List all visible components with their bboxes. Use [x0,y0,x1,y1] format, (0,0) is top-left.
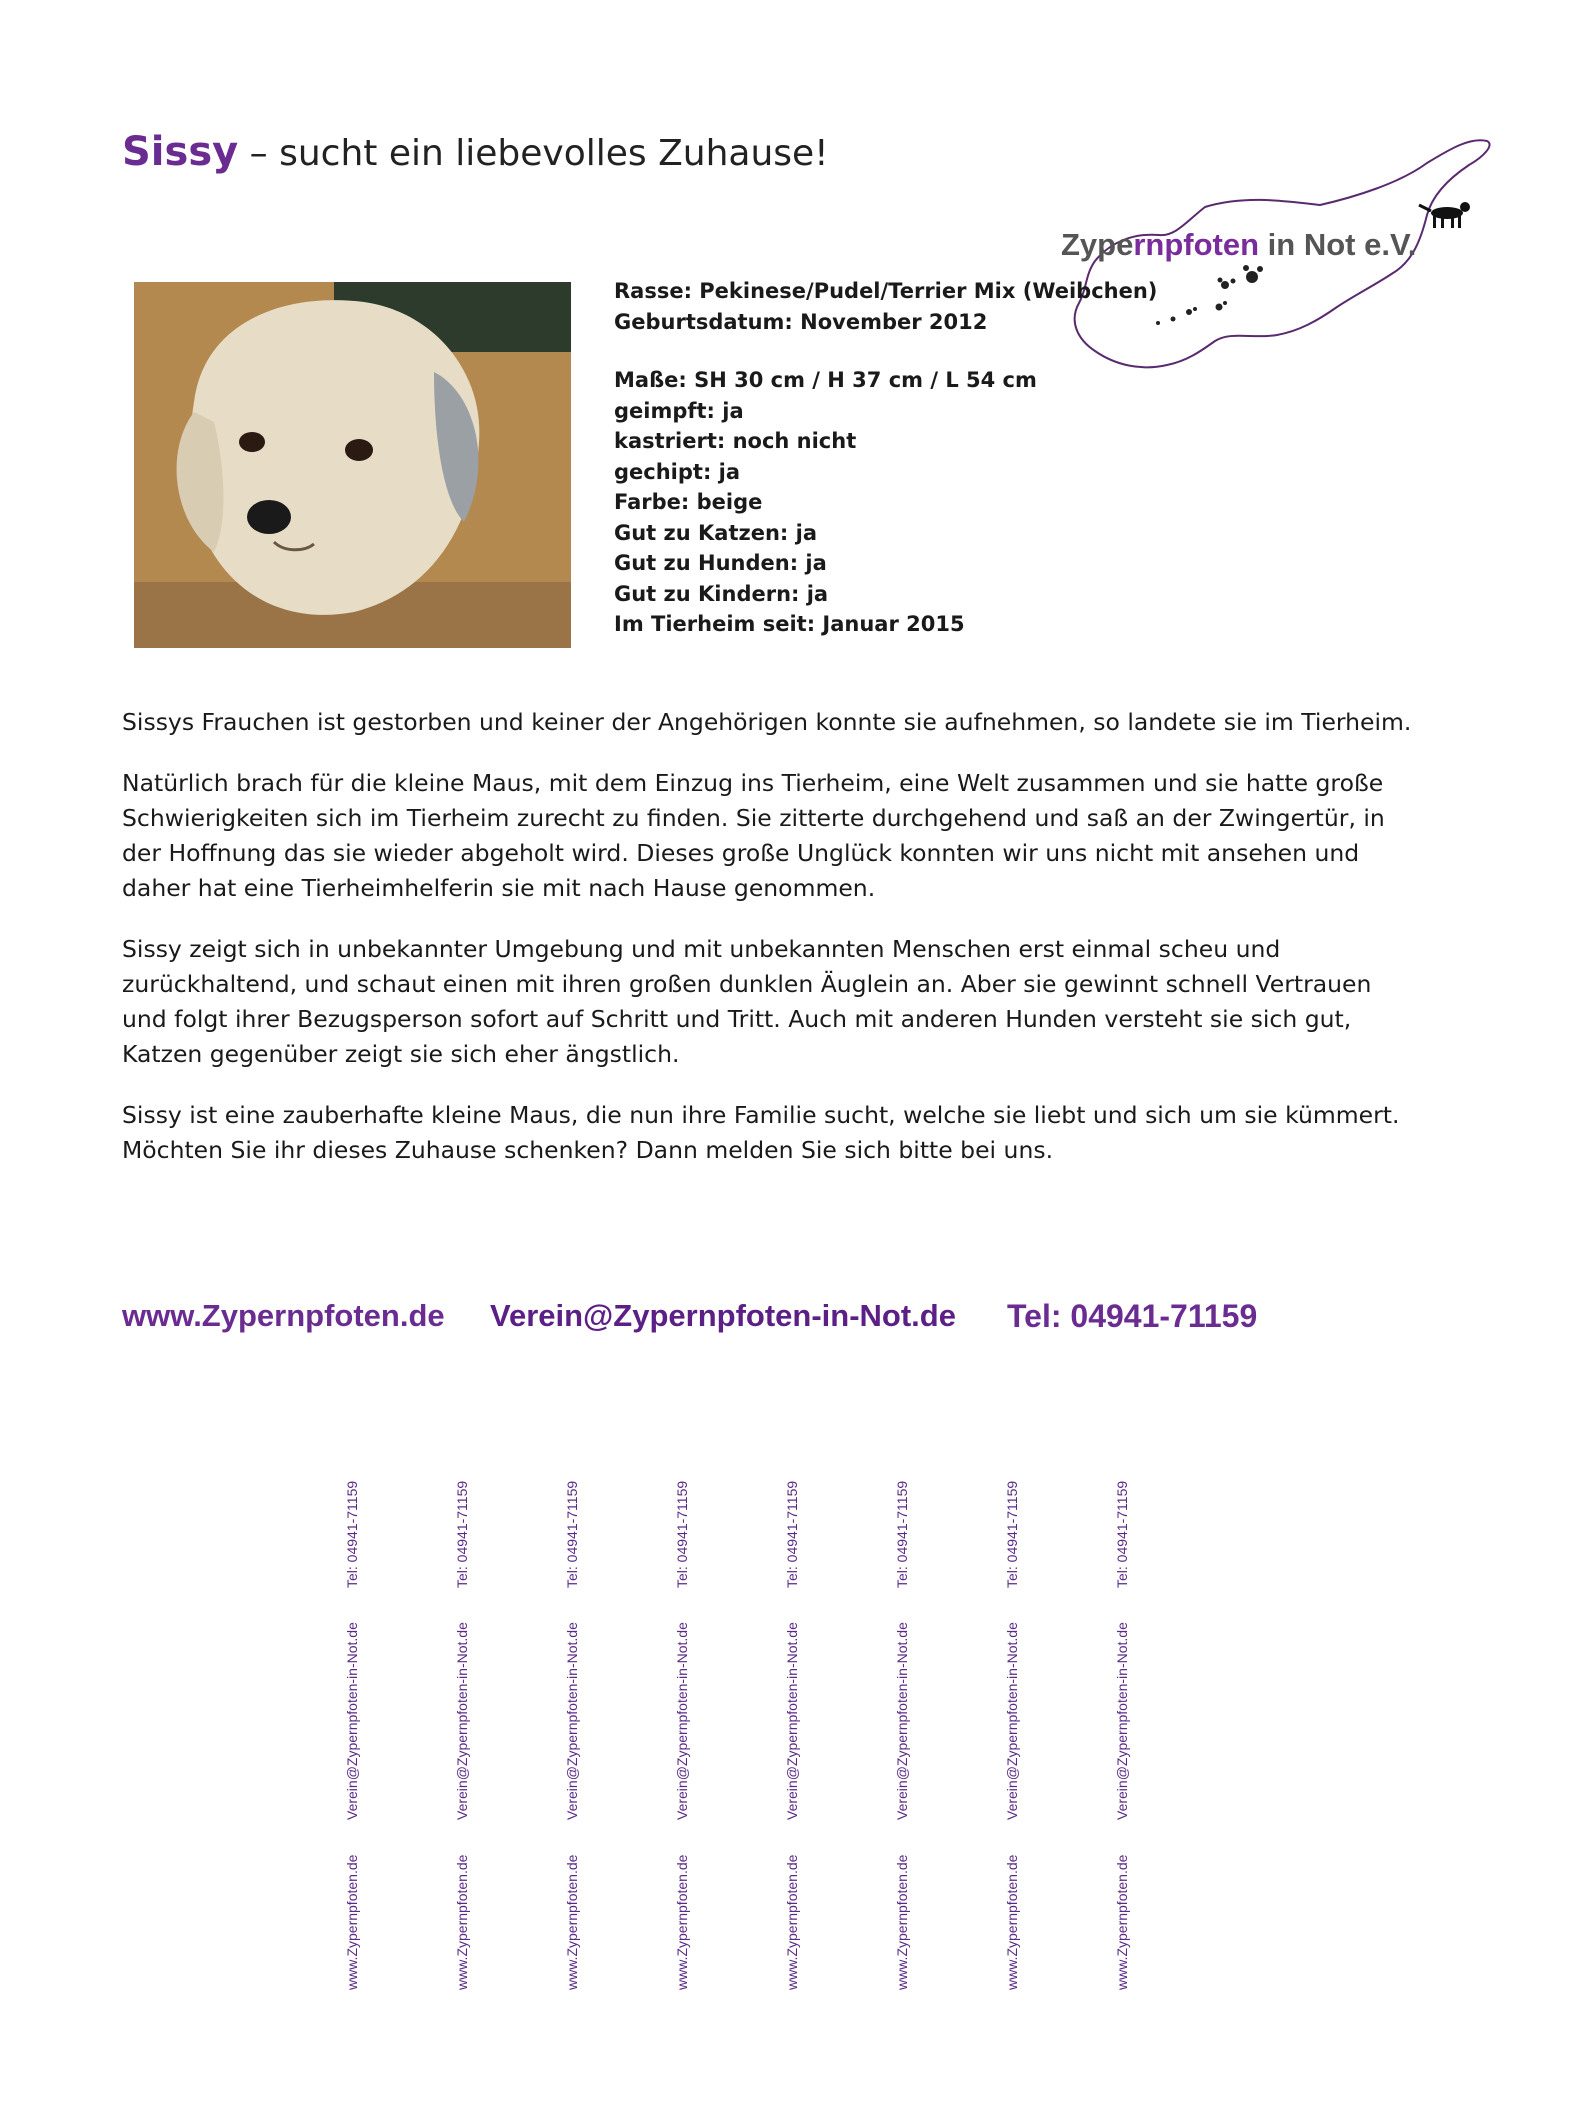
tearoff-website: www.Zypernpfoten.de [454,1854,470,1990]
fact-sheet [614,276,1158,640]
tearoff-phone: Tel: 04941-71159 [674,1480,690,1588]
tearoff-website: www.Zypernpfoten.de [894,1854,910,1990]
fact-children: Gut zu Kindern: ja [614,581,829,606]
fact-dogs: Gut zu Hunden: ja [614,551,827,575]
email-link[interactable]: Verein@Zypernpfoten-in-Not.de [490,1298,956,1333]
page-title [122,128,829,178]
tearoff-website: www.Zypernpfoten.de [1114,1854,1130,1990]
tearoff-strip[interactable] [1114,1470,1148,1990]
tearoff-strip[interactable] [344,1470,378,1990]
description [122,705,1412,1194]
tearoff-strip[interactable] [454,1470,488,1990]
fact-cats: Gut zu Katzen: ja [614,520,817,545]
website-link[interactable]: www.Zypernpfoten.de [122,1298,445,1333]
title-tagline: – sucht ein liebevolles Zuhause! [238,133,829,174]
paw-prints-icon [1156,265,1263,325]
tearoff-phone: Tel: 04941-71159 [1114,1480,1130,1588]
tearoff-website: www.Zypernpfoten.de [344,1854,360,1990]
dog-name: Sissy [122,129,239,175]
tearoff-strip[interactable] [1004,1470,1038,1990]
tearoff-website: www.Zypernpfoten.de [784,1854,800,1990]
paragraph: Sissys Frauchen ist gestorben und keiner der Angehörigen konnte sie aufnehmen, so landete sie im Tierheim. [122,708,1412,736]
fact-birthdate: Geburtsdatum: November 2012 [614,309,988,334]
tearoff-email: Verein@Zypernpfoten-in-Not.de [1114,1622,1130,1820]
fact-measurements: Maße: SH 30 cm / H 37 cm / L 54 cm [614,368,1037,392]
fact-breed: Rasse: Pekinese/Pudel/Terrier Mix (Weibchen) [614,279,1158,303]
fact-spacer [614,337,1049,365]
svg-text:Zypernpfoten in Not e.V.: Zypernpfoten in Not e.V. [1061,227,1417,262]
tearoff-strip[interactable] [674,1470,708,1990]
tearoff-website: www.Zypernpfoten.de [564,1854,580,1990]
paragraph: Natürlich brach für die kleine Maus, mit dem Einzug ins Tierheim, eine Welt zusammen und sie hatte große Schwierigkeiten sich im Tierheim zurecht zu finden. Sie zitterte durchgehend und saß an der Zwingertür, in der Hoffnung das sie wieder abgeholt wird. Dieses große Unglück konnten wir uns nicht mit ansehen und daher hat eine Tierheimhelferin sie mit nach Hause genommen. [122,769,1385,902]
dog-photo [134,282,571,648]
tearoff-email: Verein@Zypernpfoten-in-Not.de [454,1622,470,1820]
fact-vaccinated: geimpft: ja [614,398,744,423]
fact-chipped: gechipt: ja [614,459,741,484]
tearoff-phone: Tel: 04941-71159 [784,1480,800,1588]
tearoff-email: Verein@Zypernpfoten-in-Not.de [894,1622,910,1820]
fact-neutered: kastriert: noch nicht [614,429,857,453]
tearoff-phone: Tel: 04941-71159 [344,1480,360,1588]
tearoff-email: Verein@Zypernpfoten-in-Not.de [784,1622,800,1820]
tearoff-email: Verein@Zypernpfoten-in-Not.de [674,1622,690,1820]
tearoff-phone: Tel: 04941-71159 [1004,1480,1020,1588]
zypernpfoten-logo [1055,135,1515,405]
tearoff-website: www.Zypernpfoten.de [1004,1854,1020,1990]
tearoff-phone: Tel: 04941-71159 [454,1480,470,1588]
phone-number: Tel: 04941-71159 [1007,1298,1258,1334]
paragraph: Sissy zeigt sich in unbekannter Umgebung und mit unbekannten Menschen erst einmal scheu und zurückhaltend, und schaut einen mit ihren großen dunklen Äuglein an. Aber sie gewinnt schnell Vertrauen und folgt ihrer Bezugsperson sofort auf Schritt und Tritt. Auch mit anderen Hunden versteht sie sich gut, Katzen gegenüber zeigt sie sich eher ängstlich. [122,935,1372,1068]
tearoff-email: Verein@Zypernpfoten-in-Not.de [344,1622,360,1820]
tearoff-website: www.Zypernpfoten.de [674,1854,690,1990]
tearoff-email: Verein@Zypernpfoten-in-Not.de [1004,1622,1020,1820]
fact-color: Farbe: beige [614,490,763,514]
tearoff-phone: Tel: 04941-71159 [564,1480,580,1588]
tearoff-strip[interactable] [564,1470,598,1990]
tearoff-email: Verein@Zypernpfoten-in-Not.de [564,1622,580,1820]
tearoff-strip[interactable] [784,1470,818,1990]
fact-shelter-since: Im Tierheim seit: Januar 2015 [614,612,965,636]
tearoff-phone: Tel: 04941-71159 [894,1480,910,1588]
paragraph: Sissy ist eine zauberhafte kleine Maus, die nun ihre Familie sucht, welche sie liebt und sich um sie kümmert. Möchten Sie ihr dieses Zuhause schenken? Dann melden Sie sich bitte bei uns. [122,1101,1400,1164]
tearoff-strip[interactable] [894,1470,928,1990]
